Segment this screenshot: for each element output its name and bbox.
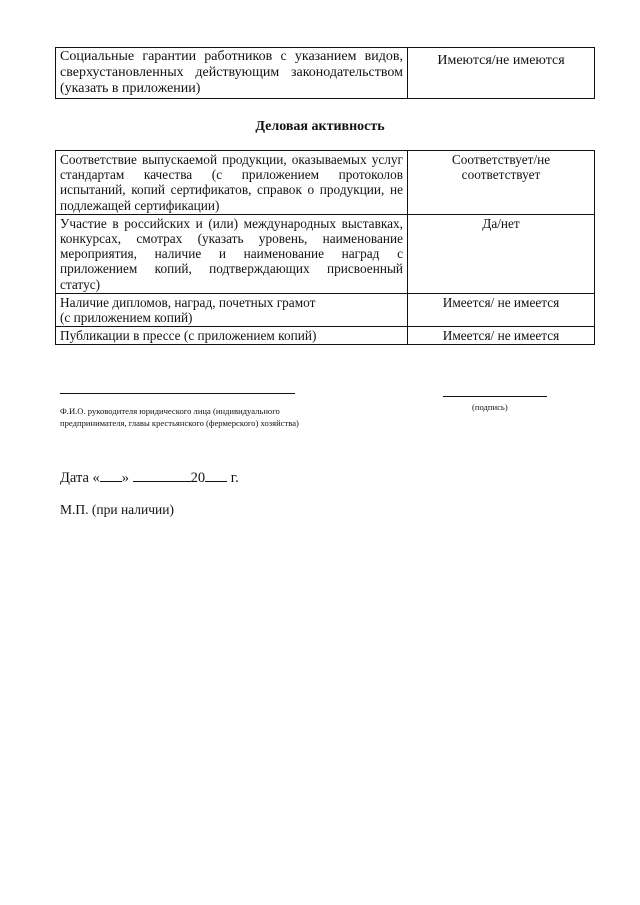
section-title: Деловая активность [255,119,385,134]
signature-caption: (подпись) [472,402,508,412]
guarantees-table [55,47,595,99]
year-blank [205,469,227,482]
year-prefix: 20 [190,470,206,486]
table-row [56,327,595,345]
row-description: Соответствие выпускаемой продукции, оказываемых услуг стандартам качества (с приложением протоколов испытаний, копий сертификатов, справок о продукции, не подлежащей сертификации) [56,151,408,215]
row-description-line: Наличие дипломов, наград, почетных грамот [60,294,316,310]
date-quote-close: » [121,470,130,486]
name-caption-line: предпринимателя, главы крестьянского (фермерского) хозяйства) [60,418,299,428]
date-prefix: Дата « [60,470,100,486]
name-signature-line [60,393,295,394]
name-caption-line: Ф.И.О. руководителя юридического лица (индивидуального [60,406,280,416]
row-value: Соответствует/не соответствует [408,151,595,215]
date-suffix: г. [227,470,239,486]
month-blank [133,469,191,482]
row-value: Да/нет [408,214,595,293]
row-description-line: (с приложением копий) [60,310,193,326]
row-description: Участие в российских и (или) международных выставках, конкурсах, смотрах (указать уровень, наименование мероприятия, наличие и наименование наград с приложением копий, подтверждающих присвоенный статус) [56,214,408,293]
table-row [56,151,595,215]
table-row [56,214,595,293]
row-value: Имеется/ не имеется [408,327,595,345]
row-value: Имеется/ не имеется [408,293,595,326]
row-description: Публикации в прессе (с приложением копий) [56,327,408,345]
table-row [56,48,595,99]
date-line [60,469,239,487]
table-row [56,293,595,326]
row-description: Социальные гарантии работников с указанием видов, сверхустановленных действующим законодательством (указать в приложении) [56,48,408,99]
day-blank [100,469,122,482]
signature-line [443,396,547,397]
business-activity-table [55,150,595,345]
row-description [56,293,408,326]
row-value: Имеются/не имеются [408,48,595,99]
name-caption [60,405,299,429]
stamp-label: М.П. (при наличии) [60,502,174,517]
